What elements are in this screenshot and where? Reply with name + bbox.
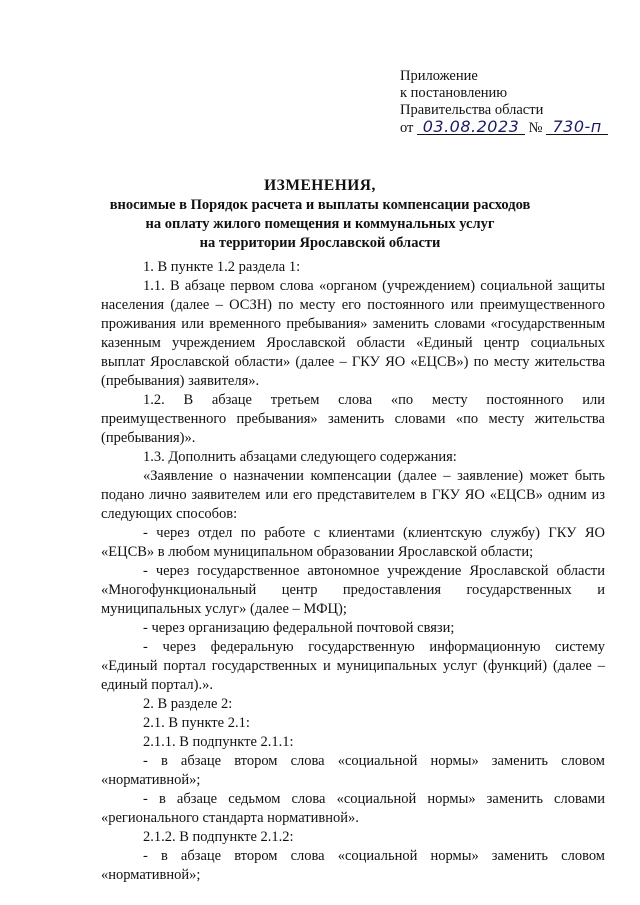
paragraph: 1.2. В абзаце третьем слова «по месту постоянного или преимущественного пребывания» заменить словами «по месту жительства (пребывания)». <box>101 392 605 446</box>
handwritten-date: 03.08.2023 <box>417 119 525 135</box>
heading-line-2: на оплату жилого помещения и коммунальных услуг <box>145 216 495 232</box>
paragraph: 2.1.1. В подпункте 2.1.1: <box>143 734 294 750</box>
heading-title: ИЗМЕНЕНИЯ, <box>264 177 376 194</box>
paragraph: - в абзаце втором слова «социальной нормы» заменить словом «нормативной»; <box>101 848 605 883</box>
paragraph: «Заявление о назначении компенсации (далее – заявление) может быть подано лично заявителем или его представителем в ГКУ ЯО «ЕЦСВ» одним из следующих способов: <box>101 468 605 522</box>
paragraph: 1.3. Дополнить абзацами следующего содержания: <box>143 449 457 465</box>
appendix-line-1: Приложение <box>400 68 478 84</box>
paragraph: - через организацию федеральной почтовой связи; <box>143 620 455 636</box>
paragraph: - в абзаце седьмом слова «социальной нормы» заменить словами «регионального стандарта нормативной». <box>101 791 605 826</box>
appendix-line-3: Правительства области <box>400 102 544 118</box>
paragraph: 1.1. В абзаце первом слова «органом (учреждением) социальной защиты населения (далее – ОСЗН) по месту его постоянного или преимущественного проживания или временного пребывания» заменить словами «государственным казенным учреждением Ярославской области «Единый центр социальных выплат Ярославской области» (далее – ГКУ ЯО «ЕЦСВ») по месту жительства (пребывания) заявителя». <box>101 278 605 389</box>
appendix-block <box>400 68 608 137</box>
paragraph: 2.1. В пункте 2.1: <box>143 715 250 731</box>
number-label: № <box>528 120 543 136</box>
paragraph: - через государственное автономное учреждение Ярославской области «Многофункциональный центр предоставления государственных и муниципальных услуг» (далее – МФЦ); <box>101 563 605 617</box>
paragraph: 2. В разделе 2: <box>143 696 233 712</box>
appendix-line-2: к постановлению <box>400 85 508 101</box>
heading-line-3: на территории Ярославской области <box>199 235 441 251</box>
heading-line-1: вносимые в Порядок расчета и выплаты компенсации расходов <box>109 197 531 213</box>
paragraph: - через федеральную государственную информационную систему «Единый портал государственных и муниципальных услуг (функций) (далее – единый портал).». <box>101 639 605 693</box>
handwritten-number: 730-п <box>546 119 608 135</box>
document-heading <box>0 176 640 253</box>
from-label: от <box>400 120 414 136</box>
document-body <box>101 258 605 885</box>
paragraph: - в абзаце втором слова «социальной нормы» заменить словом «нормативной»; <box>101 753 605 788</box>
paragraph: 2.1.2. В подпункте 2.1.2: <box>143 829 294 845</box>
paragraph: - через отдел по работе с клиентами (клиентскую службу) ГКУ ЯО «ЕЦСВ» в любом муниципальном образовании Ярославской области; <box>101 525 605 560</box>
paragraph: 1. В пункте 1.2 раздела 1: <box>143 259 301 275</box>
appendix-date-line <box>400 119 608 137</box>
